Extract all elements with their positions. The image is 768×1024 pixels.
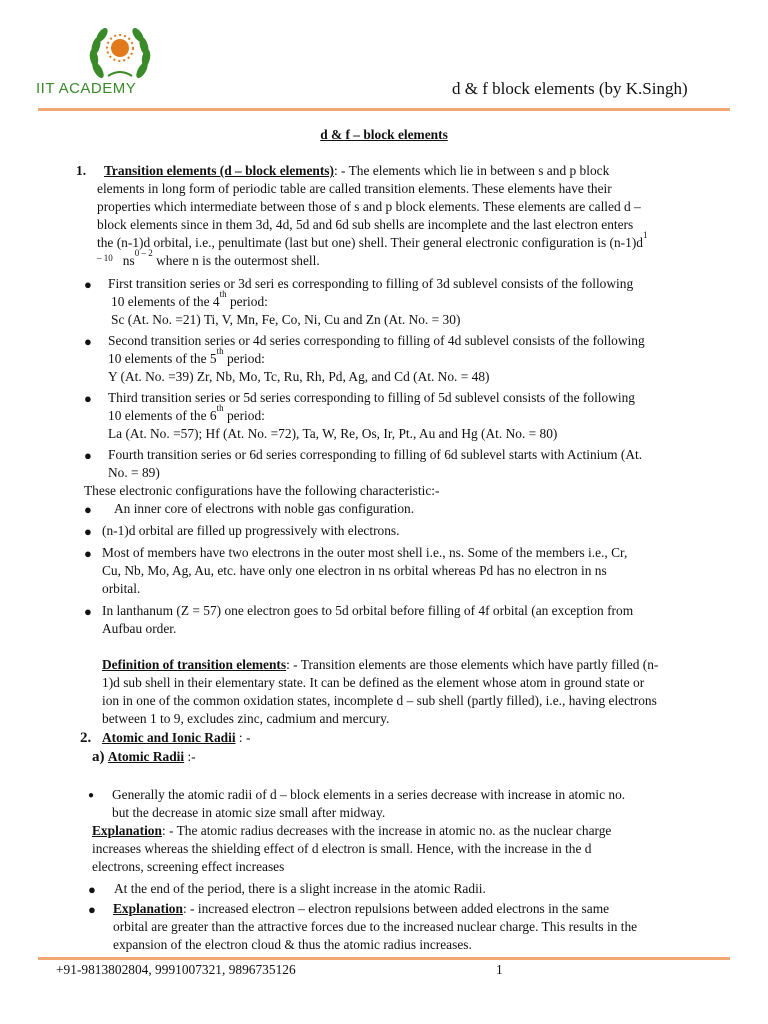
radii-bullet-1-line-2: but the decrease in atomic size small after midway. bbox=[112, 805, 386, 820]
footer-phone-numbers: +91-9813802804, 9991007321, 9896735126 bbox=[56, 962, 296, 977]
radii-bullet-2: At the end of the period, there is a slight increase in the atomic Radii. bbox=[114, 881, 486, 896]
bullet-icon: ● bbox=[84, 546, 92, 561]
explanation-2-line-1: Explanation: - increased electron – electron repulsions between added electrons in the same bbox=[113, 901, 610, 916]
section-1-heading: Transition elements (d – block elements) bbox=[104, 163, 334, 178]
bullet-icon: ● bbox=[84, 277, 92, 292]
page-number: 1 bbox=[496, 962, 503, 977]
section-1-line-2: elements in long form of periodic table are called transition elements. These elements have their bbox=[97, 181, 612, 196]
bullet-icon: ● bbox=[84, 524, 92, 539]
series-3-line-1: Third transition series or 5d series corresponding to filling of 5d sublevel consists of the following bbox=[108, 390, 635, 405]
definition-heading: Definition of transition elements bbox=[102, 657, 287, 672]
series-3-line-2: 10 elements of the 6th period: bbox=[108, 402, 265, 423]
atomic-radii-heading: Atomic Radii bbox=[107, 749, 185, 764]
bullet-icon: ● bbox=[84, 502, 92, 517]
characteristic-1: An inner core of electrons with noble gas configuration. bbox=[114, 501, 415, 516]
bullet-icon: ● bbox=[88, 902, 96, 917]
section-1-line-5: the (n-1)d orbital, i.e., penultimate (last but one) shell. Their general electronic configuration is $(n-1)d^1$ bbox=[97, 229, 648, 250]
explanation-1-heading: Explanation bbox=[92, 823, 162, 838]
series-4-line-1: Fourth transition series or 6d series corresponding to filling of 6d sublevel starts with Actinium (At. bbox=[108, 447, 643, 462]
section-1-line-1: Transition elements (d – block elements): - The elements which lie in between s and p block bbox=[104, 163, 610, 178]
bullet-icon: ● bbox=[84, 448, 92, 463]
definition-line-1: Definition of transition elements: - Transition elements are those elements which have partly filled (n- bbox=[102, 657, 659, 672]
series-2-line-1: Second transition series or 4d series corresponding to filling of 4d sublevel consists of the following bbox=[108, 333, 645, 348]
header-title: d & f block elements (by K.Singh) bbox=[452, 79, 688, 98]
section-1-number: 1. bbox=[76, 163, 87, 178]
characteristics-intro: These electronic configurations have the following characteristic:- bbox=[84, 483, 440, 498]
series-3-elements: La (At. No. =57); Hf (At. No. =72), Ta, W, Re, Os, Ir, Pt., Au and Hg (At. No. = 80) bbox=[108, 426, 558, 441]
footer-divider bbox=[38, 957, 730, 960]
series-1-line-2: 10 elements of the 4th period: bbox=[111, 288, 268, 309]
section-2-number: 2. bbox=[80, 730, 92, 746]
explanation-2-line-3: expansion of the electron cloud & thus the atomic radius increases. bbox=[113, 937, 472, 952]
definition-line-2: 1)d sub shell in their elementary state. It can be defined as the element whose atom in ground state or bbox=[102, 675, 645, 690]
series-2-line-2: 10 elements of the 5th period: bbox=[108, 345, 265, 366]
characteristic-4-line-1: In lanthanum (Z = 57) one electron goes to 5d orbital before filling of 4f orbital (an exception from bbox=[102, 603, 634, 618]
explanation-1-line-1: Explanation: - The atomic radius decreases with the increase in atomic no. as the nuclear charge bbox=[92, 823, 612, 838]
characteristic-2: (n-1)d orbital are filled up progressively with electrons. bbox=[102, 523, 400, 538]
section-2-heading: Atomic and Ionic Radii bbox=[102, 730, 236, 745]
bullet-icon: ● bbox=[84, 334, 92, 349]
section-1-line-3: properties which intermediate between those of s and p block elements. These elements are called d – bbox=[97, 199, 641, 214]
explanation-2-heading: Explanation bbox=[113, 901, 183, 916]
bullet-icon: ● bbox=[88, 790, 95, 801]
characteristic-3-line-2: Cu, Nb, Mo, Ag, Au, etc. have only one electron in ns orbital whereas Pd has no electron in ns bbox=[102, 563, 607, 578]
explanation-1-line-3: electrons, screening effect increases bbox=[92, 859, 285, 874]
series-1-elements: Sc (At. No. =21) Ti, V, Mn, Fe, Co, Ni, Cu and Zn (At. No. = 30) bbox=[111, 312, 461, 327]
definition-line-3: ion in one of the common oxidation states, incomplete d – sub shell (partly filled), i.e., having electrons bbox=[102, 693, 657, 708]
bullet-icon: ● bbox=[84, 604, 92, 619]
characteristic-4-line-2: Aufbau order. bbox=[102, 621, 177, 636]
header-divider bbox=[38, 108, 730, 111]
series-2-elements: Y (At. No. =39) Zr, Nb, Mo, Tc, Ru, Rh, Pd, Ag, and Cd (At. No. = 48) bbox=[108, 369, 490, 384]
series-4-line-2: No. = 89) bbox=[108, 465, 160, 480]
explanation-1-line-2: increases whereas the shielding effect of d electron is small. Hence, with the increase in the d bbox=[92, 841, 592, 856]
section-2-heading-line: Atomic and Ionic Radii : - bbox=[102, 730, 251, 745]
characteristic-3-line-3: orbital. bbox=[102, 581, 141, 596]
characteristic-3-line-1: Most of members have two electrons in the outer most shell i.e., ns. Some of the members i.e., Cr, bbox=[102, 545, 628, 560]
series-1-line-1: First transition series or 3d seri es corresponding to filling of 3d sublevel consists of the following bbox=[108, 276, 634, 291]
bullet-icon: ● bbox=[84, 391, 92, 406]
bullet-icon: ● bbox=[88, 882, 96, 897]
section-1-line-4: block elements since in them 3d, 4d, 5d and 6d sub shells are incomplete and the last electron enters bbox=[97, 217, 634, 232]
definition-line-4: between 1 to 9, excludes zinc, cadmium and mercury. bbox=[102, 711, 390, 726]
config-exponent-d: – 10 bbox=[97, 253, 113, 263]
explanation-2-line-2: orbital are greater than the attractive forces due to the increased nuclear charge. This results in the bbox=[113, 919, 638, 934]
document-title: d & f – block elements bbox=[320, 127, 448, 142]
general-config-line: – 10 $ns^{0 - 2}$ where n is the outermost shell. bbox=[97, 247, 320, 268]
iit-academy-logo bbox=[36, 12, 186, 102]
radii-bullet-1-line-1: Generally the atomic radii of d – block elements in a series decrease with increase in atomic no. bbox=[112, 787, 626, 802]
subsection-a-line: a) Atomic Radii :- bbox=[92, 749, 196, 765]
logo-text: IIT ACADEMY bbox=[36, 80, 137, 97]
